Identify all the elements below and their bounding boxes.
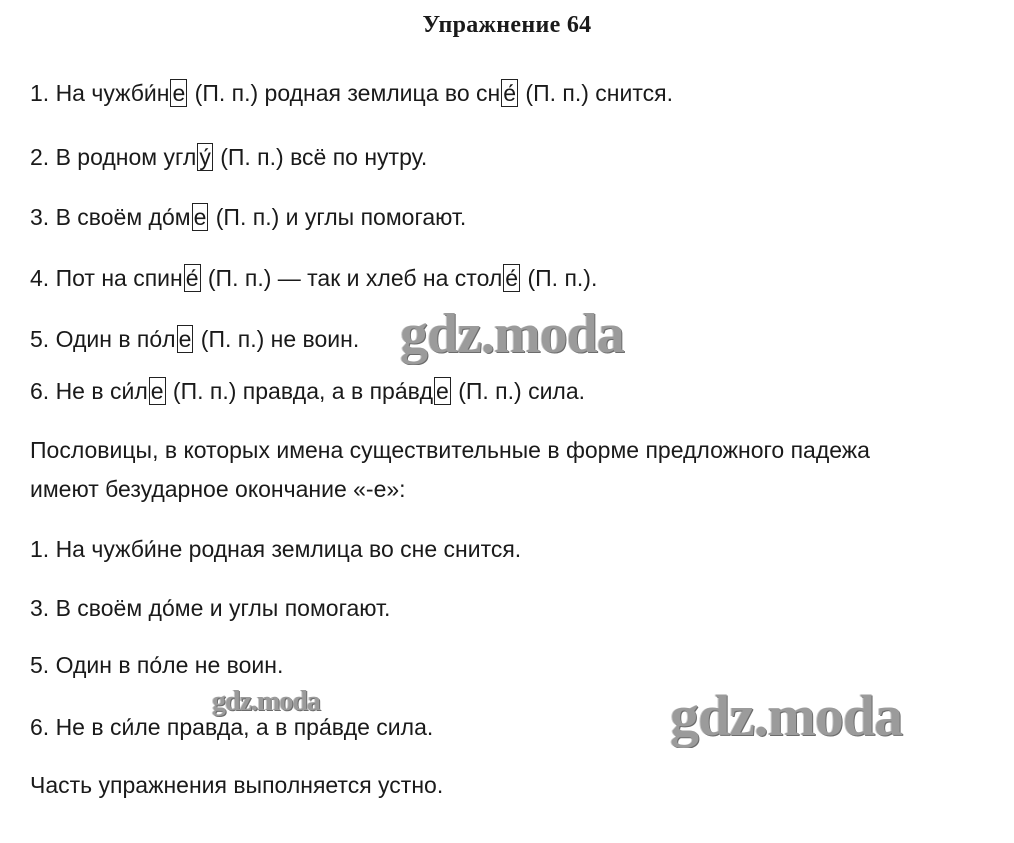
watermark-logo: gdz.moda — [670, 683, 903, 748]
proverb-text: (П. п.) всё по нутру. — [213, 144, 428, 170]
watermark-logo: gdz.moda — [400, 303, 624, 365]
case-ending-box: е — [178, 326, 192, 352]
proverb-line-6 — [30, 377, 585, 405]
proverb-text: (П. п.) сила. — [451, 378, 586, 404]
note-text: Часть упражнения выполняется устно. — [30, 772, 444, 798]
proverb-text: 3. В своём до́м — [30, 204, 191, 230]
proverb-text: 4. Пот на спин — [30, 265, 183, 291]
answer-line-4: 6. Не в си́ле правда, а в пра́вде сила. — [30, 714, 434, 740]
proverb-text: (П. п.) правда, а в пра́вд — [166, 378, 434, 404]
proverb-text: 5. Один в по́л — [30, 326, 176, 352]
answer-line-2: 3. В своём до́ме и углы помогают. — [30, 595, 391, 621]
proverb-text: (П. п.). — [521, 265, 598, 291]
proverb-text: 6. Не в си́л — [30, 378, 148, 404]
proverb-text: (П. п.) не воин. — [194, 326, 360, 352]
proverb-line-1 — [30, 79, 673, 107]
proverb-text: (П. п.) снится. — [519, 80, 673, 106]
case-ending-box: е — [193, 204, 207, 230]
case-ending-box: у́ — [199, 144, 211, 170]
case-ending-box: е — [172, 80, 186, 106]
answer-line-3: 5. Один в по́ле не воин. — [30, 652, 284, 678]
explanation-line-2: имеют безударное окончание «-е»: — [30, 476, 406, 502]
proverb-text: (П. п.) и углы помогают. — [209, 204, 467, 230]
case-ending-box: е — [436, 378, 449, 404]
proverb-line-5 — [30, 325, 359, 353]
proverb-text: (П. п.) — так и хлеб на стол — [201, 265, 503, 291]
case-ending-box: е́ — [503, 80, 517, 106]
case-ending-box: е́ — [505, 265, 519, 291]
case-ending-box: е — [150, 378, 164, 404]
proverb-line-3 — [30, 203, 466, 231]
watermark-logo: gdz.moda — [212, 686, 320, 717]
exercise-title: Упражнение 64 — [422, 12, 592, 38]
proverb-line-4 — [30, 264, 597, 292]
proverb-text: 1. На чужби́н — [30, 80, 170, 106]
proverb-text: 2. В родном угл — [30, 144, 197, 170]
case-ending-box: е́ — [185, 265, 199, 291]
explanation-line-1: Пословицы, в которых имена существительные в форме предложного падежа — [30, 437, 870, 463]
proverb-text: (П. п.) родная землица во сн — [188, 80, 501, 106]
proverb-line-2 — [30, 143, 427, 171]
answer-line-1: 1. На чужби́не родная землица во сне снится. — [30, 536, 522, 562]
